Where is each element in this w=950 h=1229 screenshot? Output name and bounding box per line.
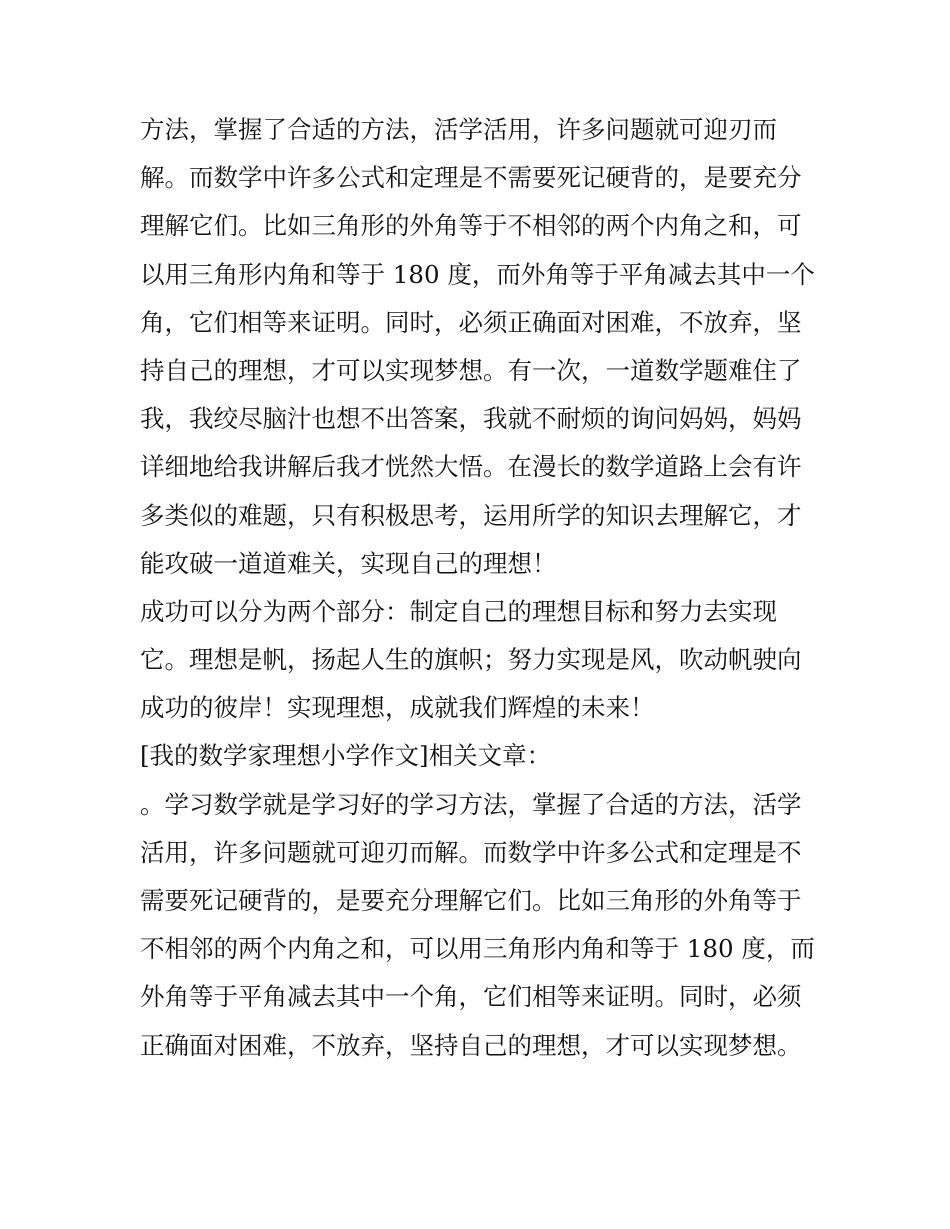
text-line: 多类似的难题，只有积极思考，运用所学的知识去理解它，才 bbox=[140, 500, 802, 530]
text-line: 。学习数学就是学习好的学习方法，掌握了合适的方法，活学 bbox=[140, 789, 802, 819]
text-line: 角，它们相等来证明。同时，必须正确面对困难，不放弃，坚 bbox=[140, 307, 802, 337]
text-line: 成功的彼岸！实现理想，成就我们辉煌的未来！ bbox=[140, 693, 655, 723]
text-line: 详细地给我讲解后我才恍然大悟。在漫长的数学道路上会有许 bbox=[140, 452, 802, 482]
text-line: 不相邻的两个内角之和，可以用三角形内角和等于 180 度，而 bbox=[140, 934, 815, 964]
text-line: 持自己的理想，才可以实现梦想。有一次，一道数学题难住了 bbox=[140, 355, 802, 385]
text-line: 需要死记硬背的，是要充分理解它们。比如三角形的外角等于 bbox=[140, 886, 802, 915]
text-line: 能攻破一道道难关，实现自己的理想！ bbox=[140, 548, 557, 578]
text-line: 我，我绞尽脑汁也想不出答案，我就不耐烦的询问妈妈，妈妈 bbox=[140, 404, 802, 434]
document-body bbox=[140, 106, 820, 1070]
text-line: 理解它们。比如三角形的外角等于不相邻的两个内角之和，可 bbox=[140, 211, 802, 241]
text-line: 活用，许多问题就可迎刃而解。而数学中许多公式和定理是不 bbox=[140, 837, 802, 867]
text-line: 解。而数学中许多公式和定理是不需要死记硬背的，是要充分 bbox=[140, 163, 802, 193]
text-line: 它。理想是帆，扬起人生的旗帜；努力实现是风，吹动帆驶向 bbox=[140, 645, 802, 675]
text-line: 正确面对困难，不放弃，坚持自己的理想，才可以实现梦想。 bbox=[140, 1030, 802, 1060]
related-articles-heading: [我的数学家理想小学作文]相关文章： bbox=[140, 741, 552, 771]
text-line: 方法，掌握了合适的方法，活学活用，许多问题就可迎刃而 bbox=[140, 115, 777, 144]
text-line: 成功可以分为两个部分：制定自己的理想目标和努力去实现 bbox=[140, 596, 777, 626]
text-line: 外角等于平角减去其中一个角，它们相等来证明。同时，必须 bbox=[140, 982, 802, 1012]
text-line: 以用三角形内角和等于 180 度，而外角等于平角减去其中一个 bbox=[140, 259, 815, 289]
